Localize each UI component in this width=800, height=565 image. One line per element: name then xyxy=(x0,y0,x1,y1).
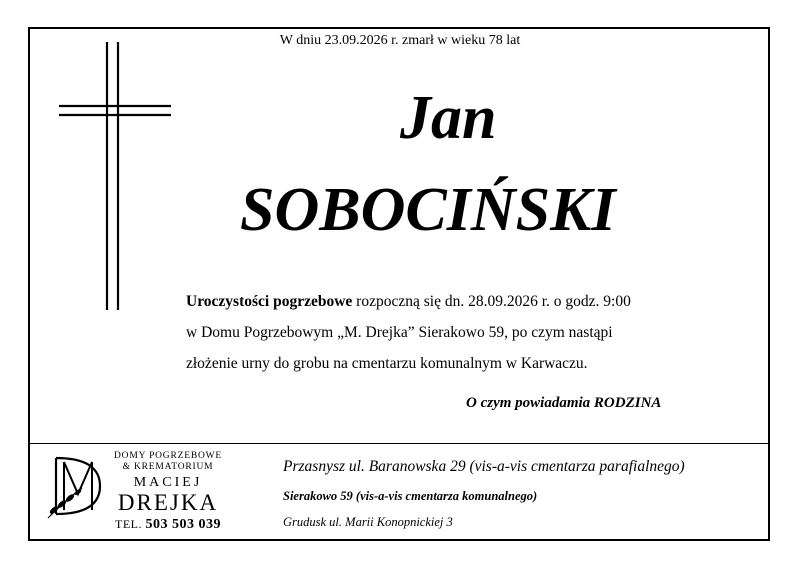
owner-last-name: DREJKA xyxy=(117,490,219,515)
company-line2: & KREMATORIUM xyxy=(122,462,214,472)
ceremony-details xyxy=(186,286,631,379)
company-line1: DOMY POGRZEBOWE xyxy=(114,451,222,461)
address-przasnysz: Przasnysz ul. Baranowska 29 (vis-a-vis cmentarza parafialnego) xyxy=(283,458,685,475)
deceased-first-name: Jan xyxy=(400,84,497,152)
death-notice-line: W dniu 23.09.2026 r. zmarł w wieku 78 lat xyxy=(279,33,521,48)
ceremony-line3: złożenie urny do grobu na cmentarzu komunalnym w Karwaczu. xyxy=(186,355,588,372)
owner-first-name: MACIEJ xyxy=(133,475,203,490)
address-grudusk: Grudusk ul. Marii Konopnickiej 3 xyxy=(283,515,453,529)
funeral-home-logo xyxy=(38,448,118,526)
footer-divider xyxy=(30,443,770,444)
ceremony-line1: rozpoczną się dn. 28.09.2026 r. o godz. 9:00 xyxy=(352,293,631,310)
phone-value: 503 503 039 xyxy=(145,517,221,532)
funeral-home-brand xyxy=(108,451,228,533)
phone-prefix: TEL. xyxy=(115,517,142,531)
phone-number xyxy=(108,517,228,533)
ceremony-heading: Uroczystości pogrzebowe xyxy=(186,293,353,310)
cross-icon xyxy=(55,40,175,315)
ceremony-line2: w Domu Pogrzebowym „M. Drejka” Sierakowo 59, po czym nastąpi xyxy=(186,324,613,341)
address-sierakowo: Sierakowo 59 (vis-a-vis cmentarza komunalnego) xyxy=(283,489,538,503)
deceased-last-name: SOBOCIŃSKI xyxy=(240,176,616,244)
family-signoff: O czym powiadamia RODZINA xyxy=(466,395,662,411)
